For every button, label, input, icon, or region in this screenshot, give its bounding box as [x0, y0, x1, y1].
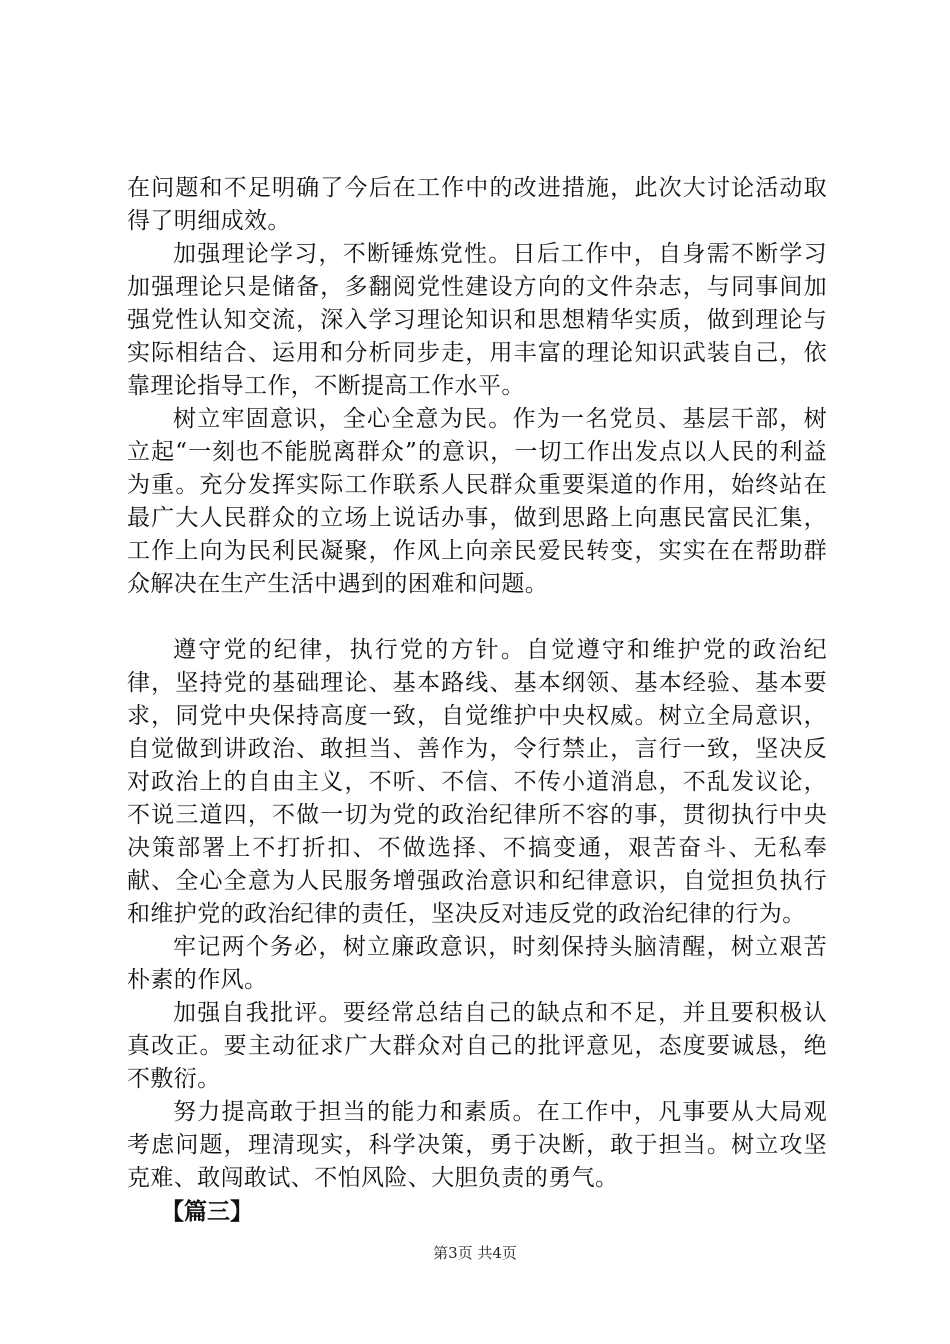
paragraph-responsibility: 努力提高敢于担当的能力和素质。在工作中，凡事要从大局观考虑问题，理清现实，科学决策，勇于决断，敢于担当。树立攻坚克难、敢闯敢试、不怕风险、大胆负责的勇气。	[127, 1099, 827, 1191]
paragraph-integrity: 牢记两个务必，树立廉政意识，时刻保持头脑清醒，树立艰苦朴素的作风。	[127, 934, 827, 993]
document-body	[127, 172, 827, 1228]
page-number-footer: 第3页 共4页	[433, 1244, 517, 1262]
paragraph-self-criticism: 加强自我批评。要经常总结自己的缺点和不足，并且要积极认真改正。要主动征求广大群众对自己的批评意见，态度要诚恳，绝不敷衍。	[127, 1000, 827, 1092]
paragraph-party-discipline: 遵守党的纪律，执行党的方针。自觉遵守和维护党的政治纪律，坚持党的基础理论、基本路线、基本纲领、基本经验、基本要求，同党中央保持高度一致，自觉维护中央权威。树立全局意识，自觉做到讲政治、敢担当、善作为，令行禁止，言行一致，坚决反对政治上的自由主义，不听、不信、不传小道消息，不乱发议论，不说三道四，不做一切为党的政治纪律所不容的事，贯彻执行中央决策部署上不打折扣、不做选择、不搞变通，艰苦奋斗、无私奉献、全心全意为人民服务增强政治意识和纪律意识，自觉担负执行和维护党的政治纪律的责任，坚决反对违反党的政治纪律的行为。	[127, 637, 827, 927]
blank-line	[127, 601, 827, 634]
paragraph-continuation: 在问题和不足明确了今后在工作中的改进措施，此次大讨论活动取得了明细成效。	[127, 175, 827, 234]
section-heading: 【篇三】	[161, 1198, 253, 1225]
paragraph-serve-people: 树立牢固意识，全心全意为民。作为一名党员、基层干部，树立起“一刻也不能脱离群众”的意识，一切工作出发点以人民的利益为重。充分发挥实际工作联系人民群众重要渠道的作用，始终站在最广大人民群众的立场上说话办事，做到思路上向惠民富民汇集，工作上向为民利民凝聚，作风上向亲民爱民转变，实实在在帮助群众解决在生产生活中遇到的困难和问题。	[127, 406, 827, 597]
paragraph-theory-study: 加强理论学习，不断锤炼党性。日后工作中，自身需不断学习加强理论只是储备，多翻阅党性建设方向的文件杂志，与同事间加强党性认知交流，深入学习理论知识和思想精华实质，做到理论与实际相结合、运用和分析同步走，用丰富的理论知识武装自己，依靠理论指导工作，不断提高工作水平。	[127, 241, 827, 399]
